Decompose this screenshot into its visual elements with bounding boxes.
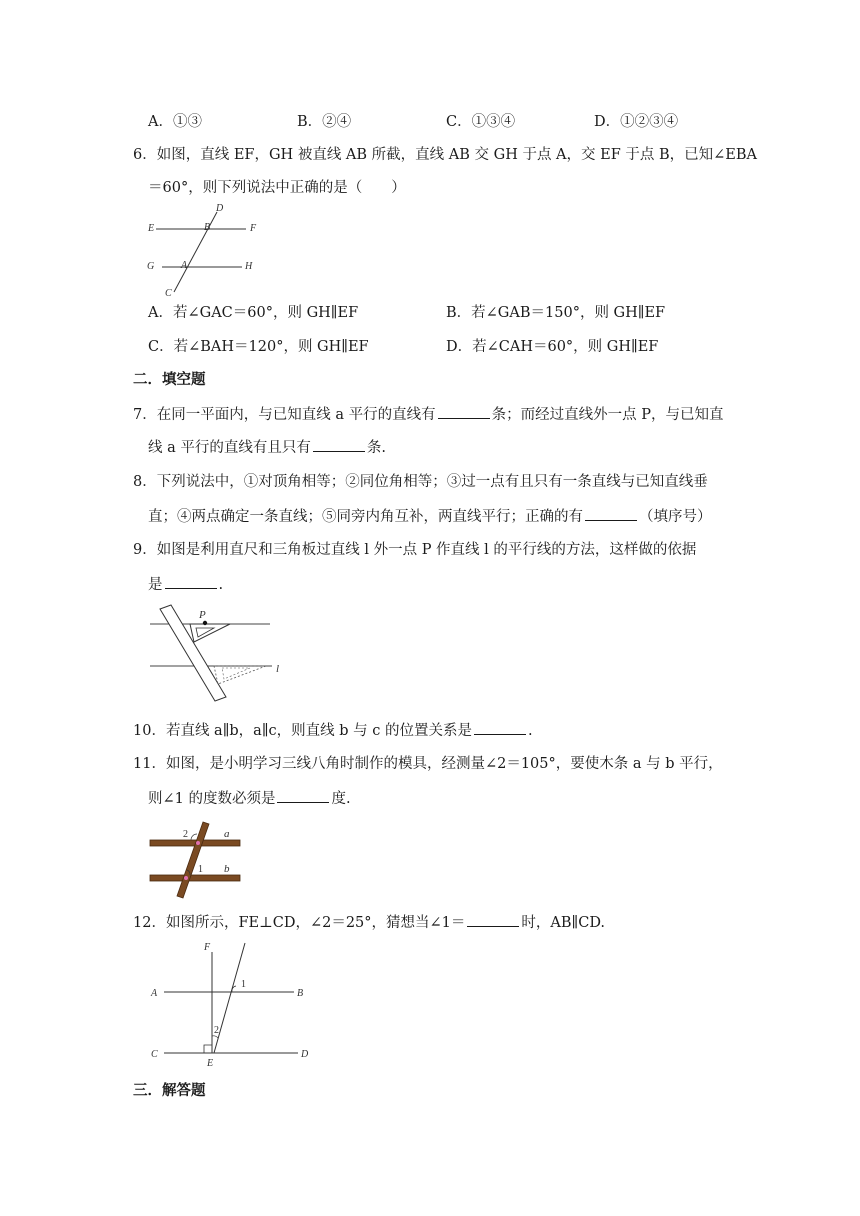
q12-label-a: A [151,988,158,999]
q6-option-d: D．若∠CAH＝60°，则 GH∥EF [446,339,659,355]
q7-line2 [148,437,386,458]
q9-label-p: P [199,609,206,621]
q9-line2 [148,574,223,595]
section-3-title: 三．解答题 [133,1082,206,1099]
q7-text-1b: 条；而经过直线外一点 P，与已知直 [491,407,724,423]
q9-text-2a: 是 [148,577,163,593]
q8-text-2b: （填序号） [639,509,712,525]
q8-blank[interactable] [585,506,637,521]
q11-label-a: a [224,828,230,840]
q11-label-b: b [224,863,230,875]
q7-text-2b: 条. [366,440,386,456]
q11-wood-transversal [177,822,209,898]
q11-wood-b [150,875,240,881]
q11-line1: 11．如图，是小明学习三线八角时制作的模具，经测量∠2＝105°，要使木条 a 与 b 平行， [133,756,723,772]
q11-text-2a: 则∠1 的度数必须是 [148,791,276,807]
q12-line [133,912,605,933]
q5-option-c: C．①③④ [446,114,516,130]
q6-option-b: B．若∠GAB＝150°，则 GH∥EF [446,305,666,321]
q9-line1: 9．如图是利用直尺和三角板过直线 l 外一点 P 作直线 l 的平行线的方法，这样做的依据 [133,542,697,558]
q11-figure [146,820,246,900]
q12-label-e: E [207,1058,214,1069]
q12-blank[interactable] [467,912,519,927]
q11-nail-top [196,841,200,845]
q7-blank-2[interactable] [313,437,365,452]
q12-label-2: 2 [214,1025,219,1036]
q12-label-1: 1 [241,979,246,990]
q9-label-l: l [276,663,280,675]
q7-text-1a: 7．在同一平面内，与已知直线 a 平行的直线有 [133,407,436,423]
q6-option-c: C．若∠BAH＝120°，则 GH∥EF [148,339,369,355]
q7-blank-1[interactable] [438,404,490,419]
q12-label-d: D [301,1049,309,1060]
q8-line1: 8．下列说法中，①对顶角相等；②同位角相等；③过一点有且只有一条直线与已知直线垂 [133,474,708,490]
q12-label-f: F [204,942,211,953]
q7-line1 [133,404,723,425]
q5-option-d: D．①②③④ [594,114,679,130]
q12-text-b: 时，AB∥CD. [521,915,606,931]
q10-text-b: . [528,723,533,739]
q5-option-b: B．②④ [297,114,352,130]
section-2-title: 二．填空题 [133,371,206,388]
q8-text-2a: 直；④两点确定一条直线；⑤同旁内角互补，两直线平行；正确的有 [148,509,583,525]
q11-label-2: 2 [183,829,188,840]
q12-text-a: 12．如图所示，FE⊥CD，∠2＝25°，猜想当∠1＝ [133,915,466,931]
q6-label-g: G [147,261,155,272]
q6-stem-line2: ＝60°，则下列说法中正确的是（ ） [148,180,406,196]
q10-text-a: 10．若直线 a∥b，a∥c，则直线 b 与 c 的位置关系是 [133,723,472,739]
q9-figure [146,604,286,704]
q9-text-2b: . [218,577,224,593]
q8-line2 [148,506,712,527]
q7-text-2a: 线 a 平行的直线有且只有 [148,440,311,456]
q6-label-b: B [204,222,211,233]
q11-nail-bottom [184,876,188,880]
q6-label-d: D [216,203,224,214]
q6-label-f: F [250,223,257,234]
q9-blank[interactable] [165,574,217,589]
q12-figure [146,940,326,1070]
q10-blank[interactable] [474,720,526,735]
q10-line [133,720,533,741]
q6-label-c: C [165,288,172,299]
q11-blank[interactable] [277,788,329,803]
q11-label-1: 1 [198,864,203,875]
q6-label-h: H [245,261,253,272]
q9-point-p [203,621,207,625]
q11-text-2b: 度. [331,791,351,807]
q6-stem-line1: 6．如图，直线 EF，GH 被直线 AB 所截，直线 AB 交 GH 于点 A，交 EF 于点 B，已知∠EBA [133,147,758,163]
q12-label-b: B [297,988,304,999]
q6-option-a: A．若∠GAC＝60°，则 GH∥EF [148,305,359,321]
q6-label-e: E [148,223,155,234]
q6-label-a: A [181,260,188,271]
q11-line2 [148,788,351,809]
q5-option-a: A．①③ [148,114,202,130]
q6-figure [142,200,272,300]
q12-label-c: C [151,1049,158,1060]
